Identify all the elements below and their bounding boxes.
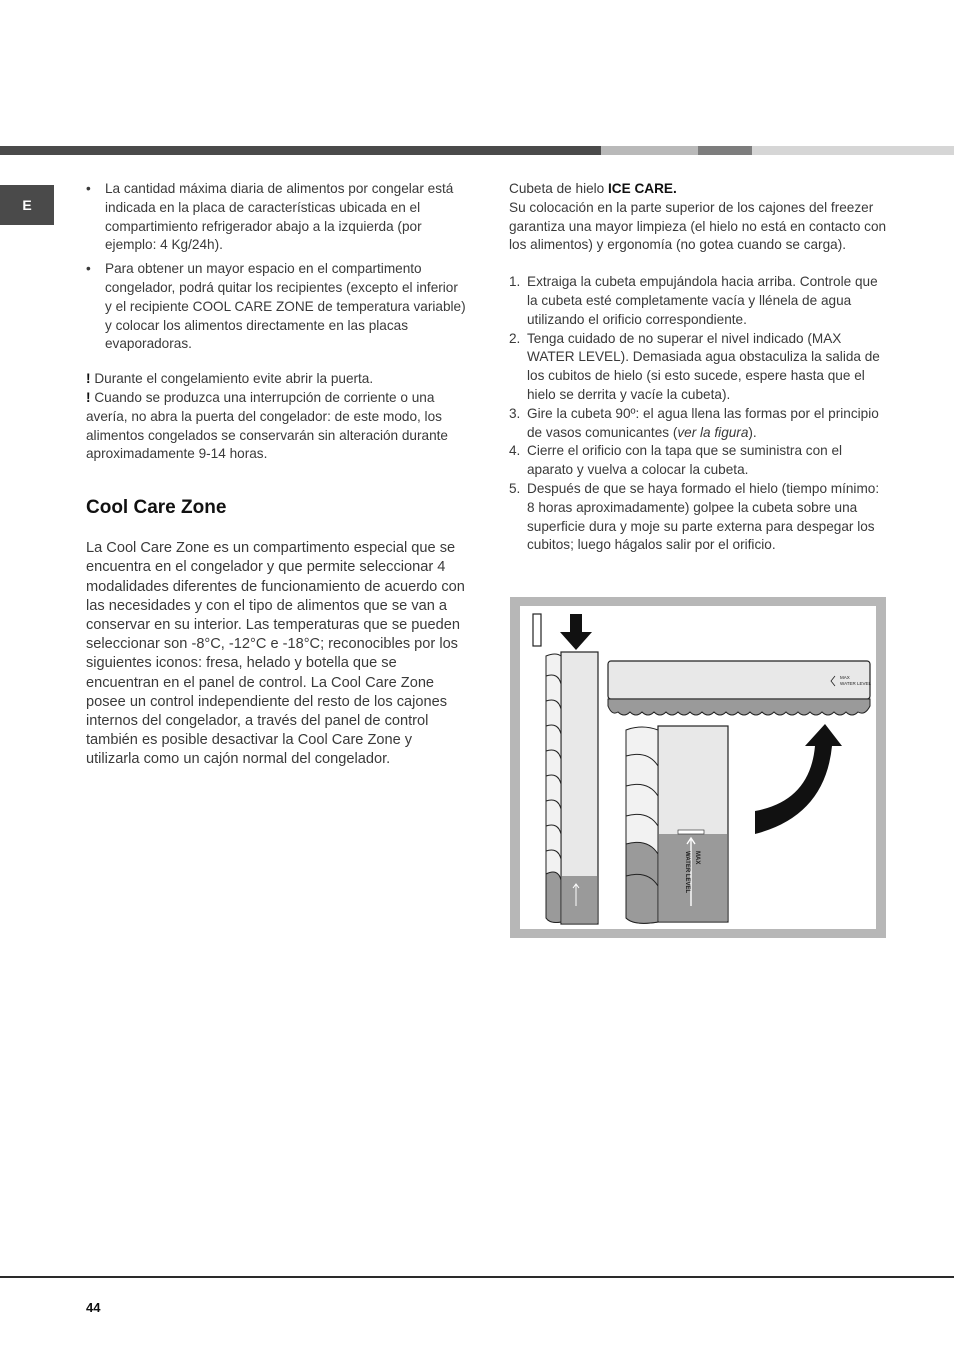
- ice-care-title: [509, 180, 889, 199]
- warning-text: Durante el congelamiento evite abrir la puerta.: [94, 371, 374, 387]
- vertical-tray-icon: [546, 652, 598, 924]
- list-item: [509, 273, 889, 329]
- bullet-list: [86, 180, 466, 354]
- header-bar-segment: [752, 146, 954, 155]
- step-number: 2.: [509, 330, 521, 346]
- max-label-small: MAX: [840, 675, 850, 680]
- header-bar-segment: [0, 146, 601, 155]
- steps-list: [509, 273, 889, 555]
- step-text: Gire la cubeta 90º: el agua llena las formas por el principio de vasos comunicantes (: [527, 405, 879, 440]
- list-item: [509, 405, 889, 443]
- bullet-text: La cantidad máxima diaria de alimentos por congelar está indicada en la placa de características ubicada en el compartimiento refrigerador abajo a la izquierda (por ejemplo: 4 Kg/24h).: [105, 181, 454, 253]
- rotate-arrow-icon: [755, 724, 842, 834]
- horizontal-tray-icon: [608, 661, 872, 715]
- push-down-arrow-icon: [560, 614, 592, 650]
- footer-rule: [0, 1276, 954, 1278]
- list-item: [86, 180, 466, 255]
- warning-icon: !: [86, 389, 91, 405]
- ice-care-intro: Su colocación en la parte superior de los cajones del freezer garantiza una mayor limpieza (el hielo no está en contacto con los alimentos) y ergonomía (no gotea cuando se carga).: [509, 199, 887, 253]
- warning-note: [86, 389, 466, 464]
- list-item: [509, 330, 889, 405]
- step-number: 3.: [509, 405, 521, 421]
- section-title: Cool Care Zone: [86, 497, 227, 519]
- list-item: [509, 442, 889, 480]
- ice-title-prefix: Cubeta de hielo: [509, 181, 609, 196]
- header-color-bar: [0, 146, 954, 155]
- step-number: 5.: [509, 480, 521, 496]
- left-column: [86, 180, 466, 770]
- step-text: Después de que se haya formado el hielo (tiempo mínimo: 8 horas aproximadamente) golpee la cubeta sobre una superficie dura y moje su parte externa para despegar los cubitos; luego hágalos salir por el orificio.: [527, 480, 880, 553]
- header-bar-segment: [601, 146, 698, 155]
- water-level-label-small: WATER LEVEL: [840, 681, 872, 686]
- header-bar-segment: [698, 146, 752, 155]
- step-number: 1.: [509, 274, 521, 290]
- step-text: Extraiga la cubeta empujándola hacia arriba. Controle que la cubeta esté completamente vacía y llénela de agua utilizando el orificio correspondiente.: [527, 274, 878, 327]
- warning-icon: !: [86, 371, 91, 387]
- step-italic: ver la figura: [677, 424, 749, 440]
- warning-notes: [86, 370, 466, 464]
- language-tab: E: [0, 185, 54, 225]
- water-level-label: WATER LEVEL: [684, 851, 690, 894]
- ice-title-bold: ICE CARE.: [608, 181, 677, 196]
- page-number: 44: [86, 1300, 101, 1315]
- filled-tray-icon: [626, 726, 728, 923]
- section-body: La Cool Care Zone es un compartimento especial que se encuentra en el congelador y que permite seleccionar 4 modalidades diferentes de funcionamiento de acuerdo con las necesidades y con el tipo de alimentos que se van a conservar en su interior. Las temperaturas que se pueden seleccionar son -8°C, -12°C e -18°C; reconocibles por los siguientes iconos: fresa, helado y botella que se encuentran en el panel de control. La Cool Care Zone posee un control independiente del resto de los cajones internos del congelador, a través del panel de control también es posible desactivar la Cool Care Zone y utilizarla como un cajón normal del congelador.: [86, 540, 465, 768]
- lid-icon: [533, 614, 541, 646]
- max-label: MAX: [694, 851, 700, 865]
- warning-text: Cuando se produzca una interrupción de corriente o una avería, no abra la puerta del congelador: de este modo, los alimentos congelados se conservarán sin alteración durante aproximadamente 9-14 horas.: [86, 389, 448, 462]
- right-column: [509, 180, 889, 555]
- ice-tray-figure: [510, 597, 886, 938]
- step-text-after: ).: [748, 424, 757, 440]
- bullet-icon: •: [86, 181, 91, 196]
- bullet-text: Para obtener un mayor espacio en el compartimento congelador, podrá quitar los recipientes (excepto el inferior y el recipiente COOL CARE ZONE de temperatura variable) y colocar los alimentos directamente en las placas evaporadoras.: [105, 261, 466, 352]
- figure-canvas: [520, 606, 876, 929]
- warning-note: [86, 370, 466, 389]
- step-text: Cierre el orificio con la tapa que se suministra con el aparato y vuelva a colocar la cubeta.: [527, 443, 843, 478]
- ice-tray-illustration: [520, 606, 876, 929]
- list-item: [86, 260, 466, 354]
- bullet-icon: •: [86, 261, 91, 277]
- step-number: 4.: [509, 443, 521, 459]
- list-item: [509, 480, 889, 555]
- step-text: Tenga cuidado de no superar el nivel indicado (MAX WATER LEVEL). Demasiada agua obstaculiza la salida de los cubitos de hielo (si esto sucede, espere hasta que el hielo se derrita y vacíe la cubeta).: [527, 330, 880, 402]
